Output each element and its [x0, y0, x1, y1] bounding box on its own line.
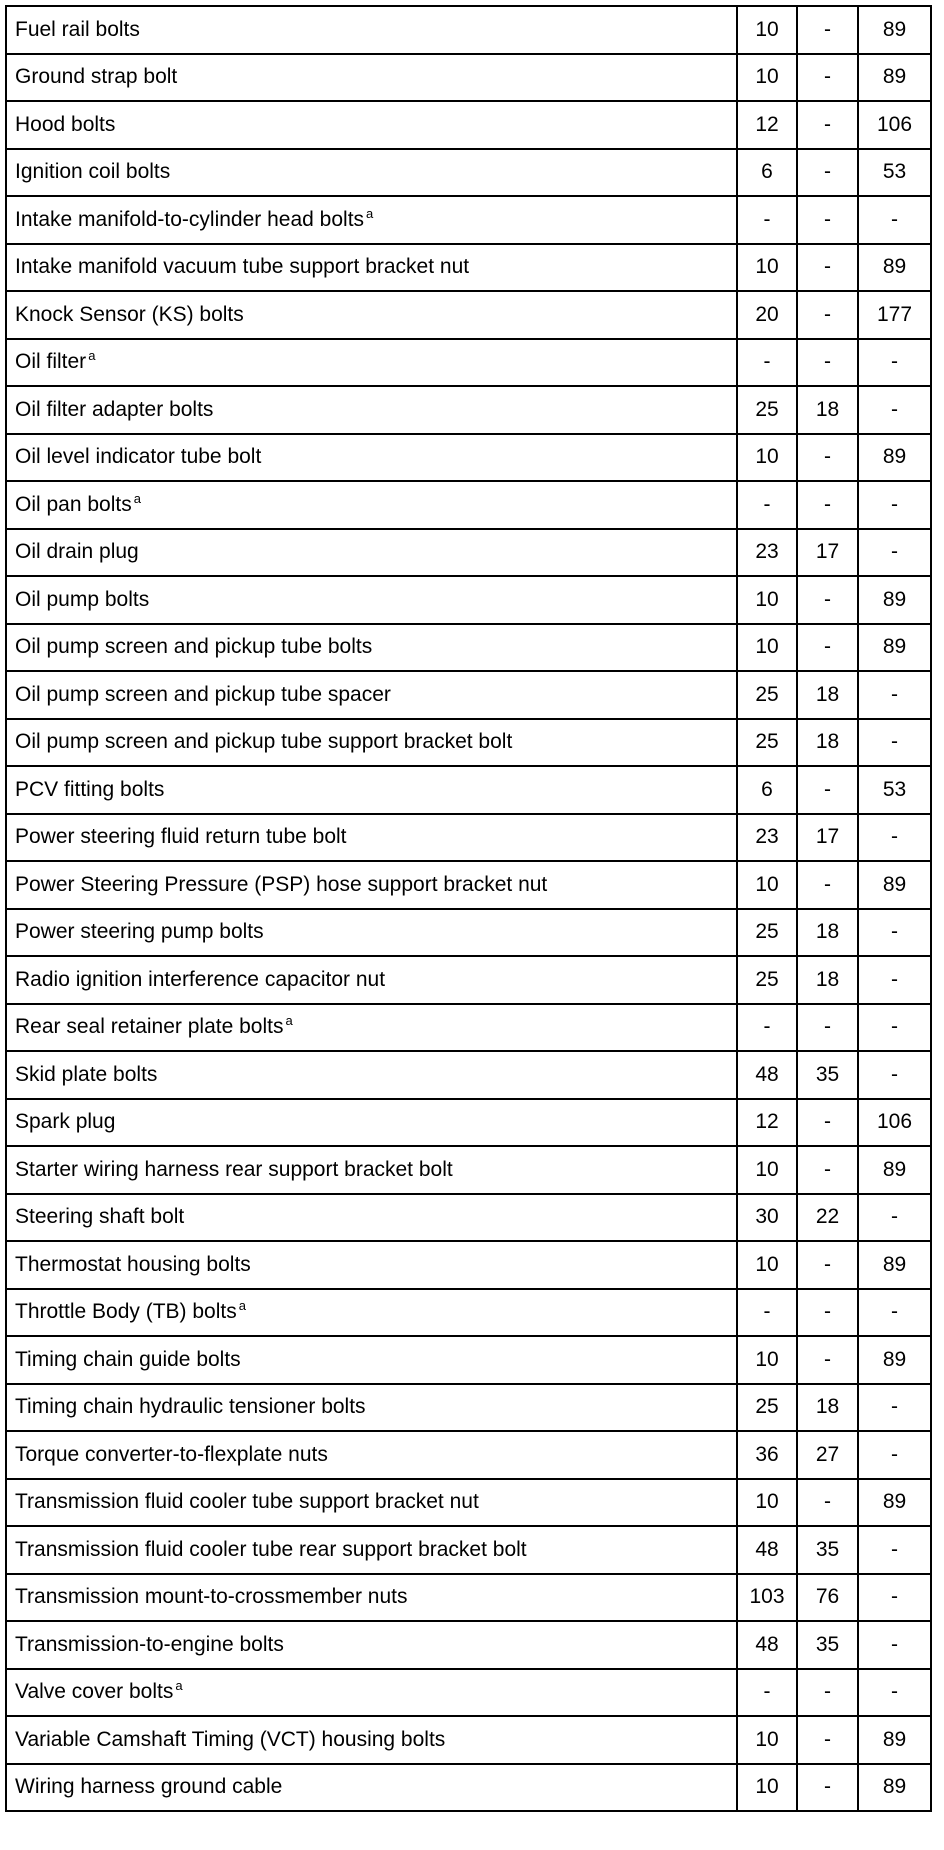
torque-nm-cell: 25: [737, 671, 797, 719]
torque-lbft-cell: 18: [797, 386, 858, 434]
component-label: Oil level indicator tube bolt: [15, 445, 262, 469]
torque-lbft-cell: -: [797, 861, 858, 909]
torque-nm-cell: 25: [737, 909, 797, 957]
component-label: Wiring harness ground cable: [15, 1775, 283, 1799]
torque-lbin-cell: -: [858, 1004, 931, 1052]
torque-lbin-cell: 89: [858, 1716, 931, 1764]
torque-nm-cell: 48: [737, 1621, 797, 1669]
table-row: [6, 339, 931, 387]
torque-nm-cell: -: [737, 339, 797, 387]
footnote-marker: a: [285, 1013, 293, 1029]
torque-nm-cell: 12: [737, 101, 797, 149]
table-row: [6, 1099, 931, 1147]
component-label: Oil filter: [15, 350, 87, 374]
torque-nm-cell: 103: [737, 1574, 797, 1622]
torque-nm-cell: 10: [737, 434, 797, 482]
component-name-cell: [6, 814, 737, 862]
table-row: [6, 814, 931, 862]
component-label: Oil pump screen and pickup tube support bracket bolt: [15, 730, 513, 754]
torque-lbft-cell: 18: [797, 671, 858, 719]
table-row: [6, 244, 931, 292]
table-row: [6, 1051, 931, 1099]
component-label: Power steering fluid return tube bolt: [15, 825, 347, 849]
torque-lbin-cell: 89: [858, 576, 931, 624]
torque-lbin-cell: -: [858, 481, 931, 529]
torque-lbft-cell: 18: [797, 909, 858, 957]
torque-lbin-cell: -: [858, 1289, 931, 1337]
torque-lbft-cell: -: [797, 101, 858, 149]
component-name-cell: [6, 101, 737, 149]
torque-lbft-cell: 18: [797, 1384, 858, 1432]
component-name-cell: [6, 1716, 737, 1764]
table-row: [6, 1574, 931, 1622]
torque-lbin-cell: -: [858, 1526, 931, 1574]
component-label: Variable Camshaft Timing (VCT) housing bolts: [15, 1727, 446, 1751]
torque-nm-cell: 36: [737, 1431, 797, 1479]
torque-nm-cell: -: [737, 196, 797, 244]
torque-lbft-cell: 35: [797, 1526, 858, 1574]
torque-nm-cell: 6: [737, 149, 797, 197]
table-row: [6, 6, 931, 54]
component-name-cell: [6, 1431, 737, 1479]
torque-lbft-cell: 18: [797, 719, 858, 767]
torque-lbin-cell: 89: [858, 54, 931, 102]
component-name-cell: [6, 624, 737, 672]
torque-nm-cell: 10: [737, 1716, 797, 1764]
component-name-cell: [6, 719, 737, 767]
torque-lbft-cell: -: [797, 149, 858, 197]
torque-lbft-cell: 17: [797, 529, 858, 577]
torque-lbin-cell: 89: [858, 6, 931, 54]
torque-lbin-cell: 89: [858, 244, 931, 292]
component-label: Throttle Body (TB) bolts: [15, 1300, 237, 1324]
torque-lbin-cell: -: [858, 909, 931, 957]
component-label: Starter wiring harness rear support bracket bolt: [15, 1157, 453, 1181]
component-name-cell: [6, 1099, 737, 1147]
footnote-marker: a: [366, 205, 374, 221]
torque-lbft-cell: -: [797, 1099, 858, 1147]
torque-nm-cell: 10: [737, 1336, 797, 1384]
component-label: Knock Sensor (KS) bolts: [15, 302, 244, 326]
torque-lbin-cell: 53: [858, 766, 931, 814]
component-name-cell: [6, 766, 737, 814]
torque-nm-cell: -: [737, 1289, 797, 1337]
component-name-cell: [6, 1621, 737, 1669]
torque-nm-cell: 30: [737, 1194, 797, 1242]
torque-lbin-cell: -: [858, 386, 931, 434]
component-name-cell: [6, 291, 737, 339]
torque-lbin-cell: -: [858, 814, 931, 862]
component-label: Torque converter-to-flexplate nuts: [15, 1442, 328, 1466]
component-name-cell: [6, 1384, 737, 1432]
table-row: [6, 1194, 931, 1242]
table-row: [6, 1384, 931, 1432]
component-name-cell: [6, 909, 737, 957]
torque-nm-cell: 10: [737, 1241, 797, 1289]
torque-lbin-cell: 89: [858, 434, 931, 482]
torque-lbin-cell: 89: [858, 624, 931, 672]
torque-lbin-cell: 89: [858, 861, 931, 909]
component-name-cell: [6, 1526, 737, 1574]
component-label: Valve cover bolts: [15, 1680, 174, 1704]
torque-nm-cell: 25: [737, 956, 797, 1004]
table-row: [6, 909, 931, 957]
torque-lbft-cell: -: [797, 244, 858, 292]
torque-lbin-cell: -: [858, 339, 931, 387]
torque-lbft-cell: -: [797, 434, 858, 482]
torque-spec-rows: [6, 6, 931, 1811]
component-name-cell: [6, 576, 737, 624]
component-name-cell: [6, 1194, 737, 1242]
table-row: [6, 149, 931, 197]
torque-nm-cell: 20: [737, 291, 797, 339]
torque-nm-cell: 25: [737, 719, 797, 767]
table-row: [6, 1716, 931, 1764]
component-name-cell: [6, 1241, 737, 1289]
component-name-cell: [6, 244, 737, 292]
component-label: Oil filter adapter bolts: [15, 397, 214, 421]
component-label: Intake manifold-to-cylinder head bolts: [15, 207, 365, 231]
torque-lbft-cell: -: [797, 624, 858, 672]
torque-lbin-cell: 53: [858, 149, 931, 197]
torque-lbft-cell: -: [797, 291, 858, 339]
torque-nm-cell: 48: [737, 1051, 797, 1099]
torque-nm-cell: 10: [737, 576, 797, 624]
component-label: Oil pan bolts: [15, 492, 132, 516]
component-name-cell: [6, 386, 737, 434]
torque-lbft-cell: -: [797, 481, 858, 529]
table-row: [6, 1479, 931, 1527]
component-name-cell: [6, 149, 737, 197]
torque-lbin-cell: -: [858, 1574, 931, 1622]
torque-nm-cell: 25: [737, 386, 797, 434]
component-name-cell: [6, 434, 737, 482]
footnote-marker: a: [133, 490, 141, 506]
component-label: Steering shaft bolt: [15, 1205, 185, 1229]
torque-lbin-cell: 89: [858, 1241, 931, 1289]
component-name-cell: [6, 956, 737, 1004]
table-row: [6, 671, 931, 719]
component-label: Timing chain guide bolts: [15, 1347, 241, 1371]
torque-lbft-cell: 17: [797, 814, 858, 862]
component-name-cell: [6, 671, 737, 719]
torque-lbin-cell: -: [858, 529, 931, 577]
torque-lbin-cell: -: [858, 1194, 931, 1242]
torque-lbft-cell: -: [797, 1716, 858, 1764]
torque-nm-cell: 10: [737, 861, 797, 909]
component-label: Oil pump screen and pickup tube bolts: [15, 635, 373, 659]
torque-spec-table: [5, 5, 932, 1812]
component-label: Power steering pump bolts: [15, 920, 264, 944]
table-row: [6, 54, 931, 102]
table-row: [6, 719, 931, 767]
torque-lbin-cell: -: [858, 1051, 931, 1099]
table-row: [6, 766, 931, 814]
component-label: Transmission fluid cooler tube support bracket nut: [15, 1490, 479, 1514]
component-label: Oil pump screen and pickup tube spacer: [15, 682, 391, 706]
table-row: [6, 196, 931, 244]
torque-lbin-cell: -: [858, 671, 931, 719]
torque-lbft-cell: -: [797, 1004, 858, 1052]
component-name-cell: [6, 196, 737, 244]
component-label: Ignition coil bolts: [15, 160, 171, 184]
torque-nm-cell: -: [737, 481, 797, 529]
footnote-marker: a: [88, 348, 96, 364]
table-row: [6, 1241, 931, 1289]
torque-nm-cell: 6: [737, 766, 797, 814]
torque-lbin-cell: -: [858, 1431, 931, 1479]
component-name-cell: [6, 339, 737, 387]
torque-lbin-cell: 89: [858, 1479, 931, 1527]
torque-nm-cell: 23: [737, 814, 797, 862]
torque-lbft-cell: -: [797, 576, 858, 624]
torque-lbin-cell: 106: [858, 1099, 931, 1147]
table-row: [6, 1431, 931, 1479]
torque-lbft-cell: 76: [797, 1574, 858, 1622]
torque-lbft-cell: 27: [797, 1431, 858, 1479]
torque-nm-cell: 10: [737, 244, 797, 292]
torque-lbft-cell: -: [797, 766, 858, 814]
torque-nm-cell: 10: [737, 1479, 797, 1527]
table-row: [6, 1764, 931, 1812]
torque-lbin-cell: 89: [858, 1764, 931, 1812]
table-row: [6, 1146, 931, 1194]
footnote-marker: a: [238, 1298, 246, 1314]
component-name-cell: [6, 861, 737, 909]
torque-nm-cell: 10: [737, 1764, 797, 1812]
table-row: [6, 386, 931, 434]
component-label: Power Steering Pressure (PSP) hose support bracket nut: [15, 872, 548, 896]
component-label: Transmission fluid cooler tube rear support bracket bolt: [15, 1537, 527, 1561]
torque-lbin-cell: 89: [858, 1146, 931, 1194]
torque-nm-cell: -: [737, 1004, 797, 1052]
table-row: [6, 861, 931, 909]
component-label: Fuel rail bolts: [15, 17, 140, 41]
component-label: Skid plate bolts: [15, 1062, 158, 1086]
torque-lbft-cell: -: [797, 6, 858, 54]
torque-lbft-cell: -: [797, 1289, 858, 1337]
component-label: Intake manifold vacuum tube support bracket nut: [15, 255, 470, 279]
component-name-cell: [6, 1669, 737, 1717]
component-name-cell: [6, 1051, 737, 1099]
component-name-cell: [6, 1289, 737, 1337]
torque-nm-cell: 25: [737, 1384, 797, 1432]
torque-nm-cell: 12: [737, 1099, 797, 1147]
table-row: [6, 481, 931, 529]
torque-lbft-cell: -: [797, 1336, 858, 1384]
torque-lbin-cell: 106: [858, 101, 931, 149]
component-label: Hood bolts: [15, 112, 116, 136]
torque-lbin-cell: 177: [858, 291, 931, 339]
table-row: [6, 1621, 931, 1669]
torque-lbin-cell: 89: [858, 1336, 931, 1384]
component-name-cell: [6, 529, 737, 577]
torque-lbin-cell: -: [858, 1621, 931, 1669]
component-name-cell: [6, 1004, 737, 1052]
component-name-cell: [6, 1336, 737, 1384]
torque-lbft-cell: -: [797, 1669, 858, 1717]
torque-lbft-cell: -: [797, 1146, 858, 1194]
component-label: Oil drain plug: [15, 540, 139, 564]
component-label: PCV fitting bolts: [15, 777, 165, 801]
torque-lbft-cell: 35: [797, 1621, 858, 1669]
component-name-cell: [6, 1574, 737, 1622]
torque-nm-cell: 10: [737, 6, 797, 54]
component-label: Timing chain hydraulic tensioner bolts: [15, 1395, 366, 1419]
table-row: [6, 291, 931, 339]
torque-nm-cell: 48: [737, 1526, 797, 1574]
torque-lbft-cell: 22: [797, 1194, 858, 1242]
component-name-cell: [6, 481, 737, 529]
component-label: Oil pump bolts: [15, 587, 150, 611]
component-name-cell: [6, 54, 737, 102]
component-name-cell: [6, 1764, 737, 1812]
torque-lbft-cell: -: [797, 1764, 858, 1812]
torque-lbft-cell: 35: [797, 1051, 858, 1099]
component-label: Thermostat housing bolts: [15, 1252, 251, 1276]
component-label: Transmission-to-engine bolts: [15, 1632, 284, 1656]
component-name-cell: [6, 1479, 737, 1527]
torque-lbft-cell: -: [797, 1479, 858, 1527]
table-row: [6, 1669, 931, 1717]
component-label: Transmission mount-to-crossmember nuts: [15, 1585, 408, 1609]
table-row: [6, 1004, 931, 1052]
torque-lbft-cell: -: [797, 339, 858, 387]
table-row: [6, 1526, 931, 1574]
table-row: [6, 101, 931, 149]
torque-nm-cell: 10: [737, 624, 797, 672]
component-label: Rear seal retainer plate bolts: [15, 1015, 284, 1039]
table-row: [6, 624, 931, 672]
torque-nm-cell: 23: [737, 529, 797, 577]
torque-lbft-cell: 18: [797, 956, 858, 1004]
table-row: [6, 576, 931, 624]
torque-lbin-cell: -: [858, 196, 931, 244]
component-label: Ground strap bolt: [15, 65, 178, 89]
table-row: [6, 434, 931, 482]
table-row: [6, 1336, 931, 1384]
footnote-marker: a: [175, 1678, 183, 1694]
torque-lbin-cell: -: [858, 719, 931, 767]
component-name-cell: [6, 1146, 737, 1194]
torque-nm-cell: 10: [737, 54, 797, 102]
torque-lbin-cell: -: [858, 1669, 931, 1717]
component-name-cell: [6, 6, 737, 54]
table-row: [6, 529, 931, 577]
table-row: [6, 1289, 931, 1337]
torque-lbft-cell: -: [797, 54, 858, 102]
torque-lbin-cell: -: [858, 1384, 931, 1432]
component-label: Radio ignition interference capacitor nut: [15, 967, 386, 991]
table-row: [6, 956, 931, 1004]
torque-lbft-cell: -: [797, 196, 858, 244]
torque-lbin-cell: -: [858, 956, 931, 1004]
torque-nm-cell: -: [737, 1669, 797, 1717]
torque-nm-cell: 10: [737, 1146, 797, 1194]
component-label: Spark plug: [15, 1110, 116, 1134]
torque-lbft-cell: -: [797, 1241, 858, 1289]
